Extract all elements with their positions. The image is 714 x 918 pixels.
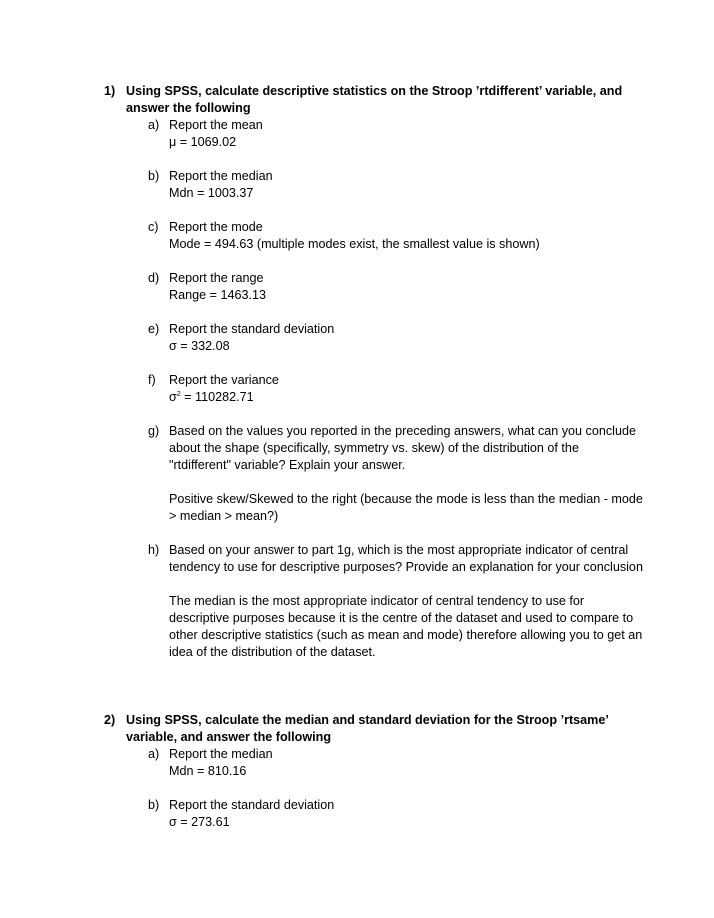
part-2a xyxy=(148,746,644,780)
part-prompt: Report the standard deviation xyxy=(169,322,335,336)
part-1f xyxy=(148,372,644,406)
question-text: Using SPSS, calculate the median and standard deviation for the Stroop ’rtsame’ variable, and answer the following xyxy=(126,713,609,744)
part-1h xyxy=(148,542,644,661)
part-answer: σ = 273.61 xyxy=(169,815,230,829)
part-label: a) xyxy=(148,747,160,761)
part-prompt: Report the mode xyxy=(169,220,263,234)
part-label: g) xyxy=(148,424,160,438)
answer-superscript: 2 xyxy=(176,391,181,398)
question-1-heading xyxy=(104,83,644,117)
part-1a xyxy=(148,117,644,151)
answer-value: = 110282.71 xyxy=(180,390,254,404)
question-2-heading xyxy=(104,712,644,746)
part-label: b) xyxy=(148,798,160,812)
part-label: a) xyxy=(148,118,160,132)
part-label: c) xyxy=(148,220,159,234)
part-label: h) xyxy=(148,543,160,557)
part-prompt: Based on the values you reported in the preceding answers, what can you conclude about the shape (specifically, symmetry vs. skew) of the distribution of the "rtdifferent" variable? Explain your answer. xyxy=(169,424,636,472)
part-label: e) xyxy=(148,322,160,336)
part-answer: Range = 1463.13 xyxy=(169,288,266,302)
answer-symbol: σ xyxy=(169,390,177,404)
part-answer: Mdn = 810.16 xyxy=(169,764,247,778)
question-text: Using SPSS, calculate descriptive statistics on the Stroop ’rtdifferent’ variable, and answer the following xyxy=(126,84,623,115)
part-answer: Mdn = 1003.37 xyxy=(169,186,254,200)
part-prompt: Report the standard deviation xyxy=(169,798,335,812)
part-prompt: Based on your answer to part 1g, which is the most appropriate indicator of central tendency to use for descriptive purposes? Provide an explanation for your conclusion xyxy=(169,543,643,574)
part-answer xyxy=(169,389,644,406)
part-answer: Positive skew/Skewed to the right (because the mode is less than the median - mode > median > mean?) xyxy=(169,492,643,523)
part-1b xyxy=(148,168,644,202)
part-label: f) xyxy=(148,373,156,387)
part-1g xyxy=(148,423,644,525)
part-answer: Mode = 494.63 (multiple modes exist, the smallest value is shown) xyxy=(169,237,540,251)
part-answer: The median is the most appropriate indicator of central tendency to use for descriptive purposes because it is the centre of the dataset and used to compare to other descriptive statistics (such as mean and mode) therefore allowing you to get an idea of the distribution of the dataset. xyxy=(169,594,643,659)
question-number: 1) xyxy=(104,84,116,98)
part-label: b) xyxy=(148,169,160,183)
part-label: d) xyxy=(148,271,160,285)
part-answer: σ = 332.08 xyxy=(169,339,230,353)
part-1d xyxy=(148,270,644,304)
part-prompt: Report the variance xyxy=(169,373,279,387)
part-prompt: Report the mean xyxy=(169,118,263,132)
part-prompt: Report the median xyxy=(169,169,273,183)
question-1 xyxy=(104,83,644,661)
part-1e xyxy=(148,321,644,355)
part-prompt: Report the range xyxy=(169,271,264,285)
question-number: 2) xyxy=(104,713,116,727)
part-2b xyxy=(148,797,644,831)
part-1c xyxy=(148,219,644,253)
question-2 xyxy=(104,712,644,831)
part-prompt: Report the median xyxy=(169,747,273,761)
part-answer: μ = 1069.02 xyxy=(169,135,237,149)
